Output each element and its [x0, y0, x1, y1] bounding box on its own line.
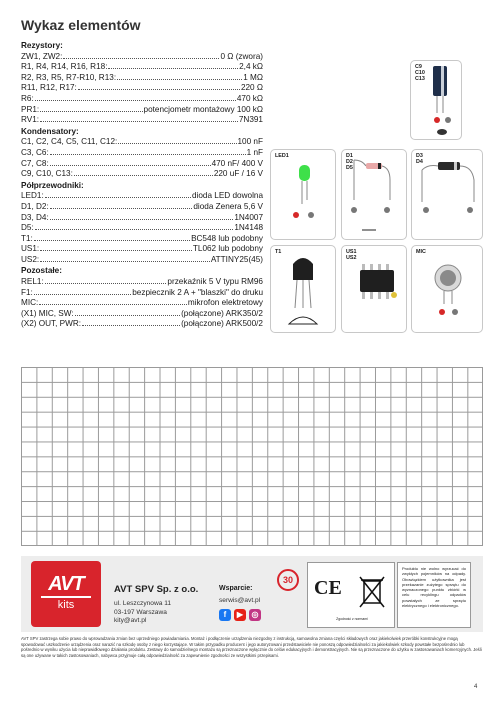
card-ic: [341, 245, 407, 333]
part-designator: R11, R12, R17:: [21, 83, 77, 93]
part-value: 7N391: [238, 115, 263, 125]
social-links: [219, 609, 261, 621]
part-row: [21, 169, 263, 180]
part-value: 470 kΩ: [236, 93, 263, 103]
part-row: [21, 137, 263, 148]
part-value: bezpiecznik 2 A + "blaszki" do druku: [132, 287, 263, 297]
part-row: [21, 191, 263, 202]
weee-bin-icon: [356, 573, 388, 609]
youtube-icon[interactable]: ▶: [234, 609, 246, 621]
part-row: [21, 105, 263, 116]
part-designator: D5:: [21, 223, 34, 233]
card-label: C9 C10 C13: [415, 64, 425, 83]
compliance-caption: Zgodność z normami: [336, 617, 368, 621]
logo-text: AVT: [48, 573, 84, 595]
part-designator: T1:: [21, 233, 33, 243]
part-value: dioda Zenera 5,6 V: [193, 201, 263, 211]
part-value: 1 MΩ: [243, 72, 263, 82]
part-row: [21, 244, 263, 255]
part-designator: C7, C8:: [21, 158, 49, 168]
support-email[interactable]: serwis@avt.pl: [219, 597, 261, 604]
part-value: 2,4 kΩ: [239, 62, 263, 72]
card-electrolytic-capacitor: [410, 60, 462, 140]
part-designator: C9, C10, C13:: [21, 169, 73, 179]
part-row: [21, 288, 263, 299]
parts-list: [21, 40, 263, 330]
part-value: 0 Ω (zwora): [220, 51, 263, 61]
compliance-box: [307, 562, 395, 628]
part-row: [21, 319, 263, 330]
company-name: AVT SPV Sp. z o.o.: [114, 584, 199, 595]
part-row: [21, 298, 263, 309]
page-number: 4: [474, 684, 478, 690]
part-designator: REL1:: [21, 277, 44, 287]
notes-grid: [21, 367, 483, 546]
recycling-notice: Produktu nie wolno wyrzucać do zwykłych pojemników na odpady. Obowiązkiem użytkownika jest przekazanie zużytego sprzętu do wyznaczonego punktu zbiórki w celu recyklingu odpadów powstałych ze sprzętu elektrycznego i elektronicznego.: [397, 562, 471, 628]
part-row: [21, 83, 263, 94]
part-designator: MIC:: [21, 298, 39, 308]
part-row: [21, 52, 263, 63]
card-label: T1: [275, 249, 282, 255]
part-row: [21, 115, 263, 126]
part-value: BC548 lub podobny: [191, 233, 263, 243]
led-icon: [271, 150, 337, 241]
part-value: TL062 lub podobny: [192, 244, 263, 254]
electrolytic-capacitor-icon: [411, 61, 463, 141]
part-designator: C1, C2, C4, C5, C11, C12:: [21, 137, 118, 147]
legal-disclaimer: AVT SPV zastrzega sobie prawo do wprowadzania zmian bez uprzedniego powiadamiania. Montaż i podłączenie urządzenia niezgodny z instrukcją, samowolna zmiana części składowych oraz jakiekolwiek przeróbki konstrukcyjne mogą spowodować uszkodzenie urządzenia oraz narazić na szkodę osoby z niego korzystające. W takim przypadku producent i jego autoryzowani przedstawiciele nie ponoszą odpowiedzialności za jakiekolwiek szkody powstałe bezpośrednio lub pośrednio w wyniku użycia lub nieprawidłowego działania produktu. Zestawy do samodzielnego montażu są przeznaczone wyłącznie do celów edukacyjnych i demonstracyjnych. Nie są przeznaczone do użytku w zastosowaniach komercyjnych. Jeśli są one używane w takich zastosowaniach, nabywca przyjmuje całą odpowiedzialność za zapewnienie zgodności ze wszystkimi przepisami.: [21, 636, 482, 658]
diode-icon: [342, 150, 408, 241]
part-value: 100 nF: [237, 137, 263, 147]
part-designator: F1:: [21, 287, 33, 297]
transistor-icon: [271, 246, 337, 334]
part-value: ATTINY25(45): [210, 254, 263, 264]
part-value: (połączone) ARK350/2: [181, 308, 263, 318]
part-value: 1 nF: [246, 147, 263, 157]
section-heading: Kondensatory:: [21, 126, 79, 136]
part-value: przekaźnik 5 V typu RM96: [167, 277, 263, 287]
section-heading: Rezystory:: [21, 41, 63, 50]
part-value: 220 Ω: [240, 83, 263, 93]
part-designator: R1, R4, R14, R16, R18:: [21, 62, 108, 72]
card-transistor: [270, 245, 336, 333]
part-row: [21, 159, 263, 170]
card-power-diode: [411, 149, 483, 240]
power-diode-icon: [412, 150, 484, 241]
part-value: 470 nF/ 400 V: [211, 158, 263, 168]
part-value: mikrofon elektretowy: [187, 298, 263, 308]
part-row: [21, 255, 263, 266]
part-designator: US1:: [21, 244, 40, 254]
card-led: [270, 149, 336, 240]
part-designator: ZW1, ZW2:: [21, 51, 63, 61]
part-designator: (X1) MIC, SW:: [21, 308, 74, 318]
card-label: D3 D4: [416, 153, 423, 166]
part-designator: R6:: [21, 93, 34, 103]
facebook-icon[interactable]: f: [219, 609, 231, 621]
logo-subtext: kits: [57, 599, 75, 611]
instagram-icon[interactable]: ◎: [249, 609, 261, 621]
part-row: [21, 277, 263, 288]
part-designator: D1, D2:: [21, 201, 49, 211]
section-heading: Półprzewodniki:: [21, 180, 84, 190]
part-row: [21, 213, 263, 224]
part-row: [21, 234, 263, 245]
part-designator: LED1:: [21, 191, 44, 201]
card-small-diode: [341, 149, 407, 240]
part-row: [21, 223, 263, 234]
part-value: dioda LED dowolna: [191, 191, 263, 201]
card-label: MIC: [416, 249, 426, 255]
card-label: US1 US2: [346, 249, 357, 262]
microphone-icon: [412, 246, 484, 334]
part-designator: D3, D4:: [21, 212, 49, 222]
anniversary-badge: 30: [277, 569, 299, 591]
part-designator: PR1:: [21, 104, 40, 114]
part-value: (połączone) ARK500/2: [181, 319, 263, 329]
page-title: Wykaz elementów: [21, 17, 141, 33]
ic-chip-icon: [342, 246, 408, 334]
card-microphone: [411, 245, 483, 333]
part-row: [21, 148, 263, 159]
part-value: 220 uF / 16 V: [213, 169, 263, 179]
company-address: ul. Leszczynowa 11 03-197 Warszawa kity@avt.pl: [114, 600, 172, 625]
part-row: [21, 309, 263, 320]
avt-kits-logo: [31, 561, 101, 627]
part-designator: RV1:: [21, 115, 40, 125]
part-designator: US2:: [21, 254, 40, 264]
part-designator: C3, C6:: [21, 147, 49, 157]
part-value: 1N4007: [234, 212, 263, 222]
part-row: [21, 73, 263, 84]
part-row: [21, 202, 263, 213]
part-value: potencjometr montażowy 100 kΩ: [143, 104, 263, 114]
card-label: LED1: [275, 153, 289, 159]
support-label: Wsparcie:: [219, 585, 253, 592]
part-designator: (X2) OUT, PWR:: [21, 319, 82, 329]
section-heading: Pozostałe:: [21, 266, 62, 276]
card-label: D1 D2 D5: [346, 153, 353, 172]
part-value: 1N4148: [234, 223, 263, 233]
part-row: [21, 62, 263, 73]
part-row: [21, 94, 263, 105]
part-designator: R2, R3, R5, R7-R10, R13:: [21, 72, 117, 82]
ce-mark: CE: [314, 577, 342, 599]
